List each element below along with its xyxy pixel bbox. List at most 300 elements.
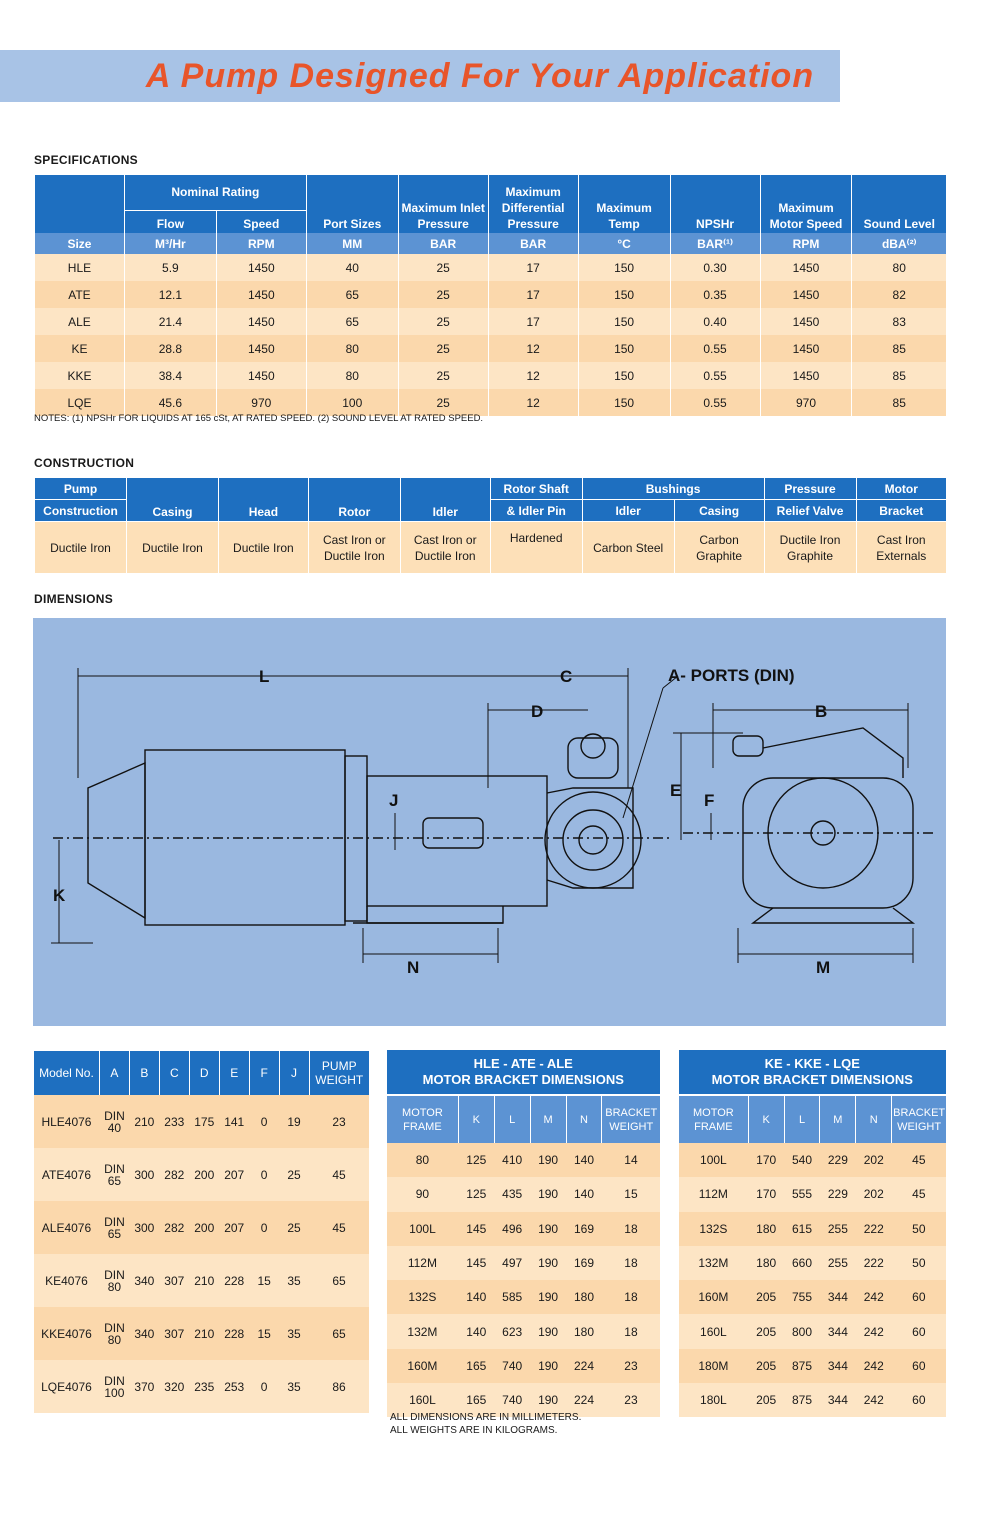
model-cell: 86	[309, 1360, 369, 1413]
dim-label-M: M	[816, 958, 831, 977]
col-model-no: Model No.	[34, 1051, 100, 1095]
col-pump-weight: PUMP WEIGHT	[309, 1051, 369, 1095]
bracket-cell: 170	[748, 1143, 784, 1177]
bracket-cell: 205	[748, 1280, 784, 1314]
model-cell: 65	[309, 1307, 369, 1360]
model-cell: 210	[129, 1095, 159, 1148]
cons-header-bushing-idler: Idler	[582, 500, 674, 522]
spec-cell: 25	[398, 389, 488, 416]
bracket-cell: 242	[856, 1314, 892, 1348]
spec-cell: 1450	[760, 281, 852, 308]
spec-cell: 0.55	[670, 389, 760, 416]
model-cell: 200	[189, 1201, 219, 1254]
col-d: D	[189, 1051, 219, 1095]
bracket-row	[387, 1246, 661, 1280]
spec-cell: 1450	[216, 308, 306, 335]
spec-row	[35, 281, 947, 308]
spec-cell: KKE	[35, 362, 125, 389]
specifications-table	[34, 175, 946, 416]
bracket-cell: 132M	[679, 1246, 749, 1280]
spec-cell: 82	[852, 281, 946, 308]
bracket-cell: 160M	[679, 1280, 749, 1314]
spec-cell: 85	[852, 389, 946, 416]
model-cell: 35	[279, 1254, 309, 1307]
bracket-cell: 202	[856, 1177, 892, 1211]
bracket-cell: 224	[566, 1383, 602, 1417]
port-size: 65	[107, 1173, 122, 1188]
construction-heading: CONSTRUCTION	[34, 456, 135, 470]
bracket-cell: 112M	[387, 1246, 459, 1280]
bracket-cell: 100L	[679, 1143, 749, 1177]
bracket-cell: 497	[494, 1246, 530, 1280]
bracket-cell: 222	[856, 1246, 892, 1280]
bracket-cell: 623	[494, 1314, 530, 1348]
spec-cell: 65	[306, 308, 398, 335]
bracket-cell: 23	[602, 1349, 660, 1383]
spec-cell: 25	[398, 362, 488, 389]
bracket-header: N	[856, 1095, 892, 1143]
port-standard: DIN	[104, 1320, 125, 1335]
bracket-cell: 132S	[387, 1280, 459, 1314]
spec-cell: HLE	[35, 254, 125, 281]
spec-cell: 0.55	[670, 335, 760, 362]
construction-table	[34, 478, 946, 573]
spec-cell: 150	[578, 254, 670, 281]
bracket-cell: 100L	[387, 1212, 459, 1246]
port-size: 80	[107, 1332, 122, 1347]
bracket-cell: 344	[820, 1383, 856, 1417]
model-cell: 300	[129, 1201, 159, 1254]
spec-cell: 25	[398, 254, 488, 281]
model-cell: 175	[189, 1095, 219, 1148]
spec-cell: 1450	[760, 362, 852, 389]
cons-value: Cast Iron Externals	[856, 522, 946, 574]
bracket-cell: 190	[530, 1383, 566, 1417]
unit-sound: dBA⁽²⁾	[852, 233, 946, 254]
spec-cell: 17	[488, 254, 578, 281]
spec-cell: 1450	[760, 335, 852, 362]
flow-header: Flow	[124, 210, 216, 233]
spec-cell: ATE	[35, 281, 125, 308]
unit-diff: BAR	[488, 233, 578, 254]
model-dimensions-table	[33, 1051, 369, 1413]
cons-header-casing: Casing	[126, 478, 218, 522]
bracket-cell: 50	[892, 1246, 946, 1280]
spec-cell: 28.8	[124, 335, 216, 362]
model-cell: 307	[159, 1254, 189, 1307]
pump-dimension-drawing	[33, 618, 946, 1026]
spec-cell: 80	[852, 254, 946, 281]
model-cell: 320	[159, 1360, 189, 1413]
bracket-cell: 165	[458, 1383, 494, 1417]
bracket-cell: 875	[784, 1349, 820, 1383]
spec-cell: LQE	[35, 389, 125, 416]
bracket-cell: 255	[820, 1212, 856, 1246]
spec-row	[35, 362, 947, 389]
bracket-cell: 190	[530, 1143, 566, 1177]
bracket-header: BRACKET WEIGHT	[892, 1095, 946, 1143]
bracket-row	[387, 1314, 661, 1348]
bracket-cell: 169	[566, 1246, 602, 1280]
dim-label-N: N	[407, 958, 420, 977]
cons-value: Ductile Iron	[218, 522, 308, 574]
port-size-cell	[99, 1095, 129, 1148]
bracket-header: MOTOR FRAME	[387, 1095, 459, 1143]
model-no-cell: KKE4076	[34, 1307, 100, 1360]
dim-label-ports: A- PORTS (DIN)	[668, 666, 795, 685]
bracket-cell: 80	[387, 1143, 459, 1177]
spec-cell: 21.4	[124, 308, 216, 335]
spec-row	[35, 254, 947, 281]
spec-cell: 970	[760, 389, 852, 416]
cons-header-idler-pin: & Idler Pin	[490, 500, 582, 522]
bracket-header: M	[530, 1095, 566, 1143]
spec-cell: 150	[578, 389, 670, 416]
bracket-cell: 125	[458, 1177, 494, 1211]
bracket-cell: 18	[602, 1280, 660, 1314]
bracket-header: BRACKET WEIGHT	[602, 1095, 660, 1143]
model-cell: 228	[219, 1307, 249, 1360]
model-no-cell: HLE4076	[34, 1095, 100, 1148]
bracket-row	[679, 1246, 947, 1280]
spec-cell: 17	[488, 281, 578, 308]
pump-drawing-svg	[33, 618, 946, 1026]
spec-cell: 1450	[760, 254, 852, 281]
bracket-row	[679, 1280, 947, 1314]
dim-label-B: B	[815, 702, 828, 721]
cons-header-relief-valve: Relief Valve	[764, 500, 856, 522]
bracket-cell: 740	[494, 1349, 530, 1383]
col-e: E	[219, 1051, 249, 1095]
bracket-cell: 190	[530, 1246, 566, 1280]
port-size-cell	[99, 1254, 129, 1307]
unit-inlet: BAR	[398, 233, 488, 254]
bracket-cell: 435	[494, 1177, 530, 1211]
spec-cell: 1450	[760, 308, 852, 335]
port-size-cell	[99, 1201, 129, 1254]
cons-value: Cast Iron or Ductile Iron	[308, 522, 400, 574]
bracket-cell: 165	[458, 1349, 494, 1383]
dim-label-C: C	[560, 667, 573, 686]
col-c: C	[159, 1051, 189, 1095]
bracket-row	[387, 1280, 661, 1314]
inlet-pressure-header: Maximum Inlet Pressure	[398, 175, 488, 233]
port-size: 80	[107, 1279, 122, 1294]
bracket-header: N	[566, 1095, 602, 1143]
dim-label-F: F	[704, 791, 715, 810]
model-no-cell: ATE4076	[34, 1148, 100, 1201]
spec-cell: 40	[306, 254, 398, 281]
spec-cell: 1450	[216, 362, 306, 389]
model-cell: 45	[309, 1201, 369, 1254]
bracket-cell: 255	[820, 1246, 856, 1280]
bracket-cell: 202	[856, 1143, 892, 1177]
bracket-cell: 18	[602, 1314, 660, 1348]
bracket-cell: 229	[820, 1143, 856, 1177]
bracket-cell: 180L	[679, 1383, 749, 1417]
model-cell: 23	[309, 1095, 369, 1148]
cons-header-bushing-casing: Casing	[674, 500, 764, 522]
bracket-row	[679, 1143, 947, 1177]
bracket-cell: 800	[784, 1314, 820, 1348]
bracket-cell: 615	[784, 1212, 820, 1246]
cons-header-rotor: Rotor	[308, 478, 400, 522]
dimensions-heading: DIMENSIONS	[34, 592, 114, 606]
spec-cell: 85	[852, 335, 946, 362]
bracket-table-hle-ate-ale	[386, 1050, 660, 1417]
bracket-cell: 410	[494, 1143, 530, 1177]
model-cell: 253	[219, 1360, 249, 1413]
bracket-cell: 180M	[679, 1349, 749, 1383]
port-size: 65	[107, 1226, 122, 1241]
spec-cell: 150	[578, 308, 670, 335]
spec-cell: ALE	[35, 308, 125, 335]
model-cell: 0	[249, 1201, 279, 1254]
unit-flow: M³/Hr	[124, 233, 216, 254]
bracket-cell: 190	[530, 1177, 566, 1211]
cons-value: Hardened	[490, 522, 582, 574]
speed-header: Speed	[216, 210, 306, 233]
model-cell: 307	[159, 1307, 189, 1360]
bracket-cell: 180	[566, 1314, 602, 1348]
unit-motor-speed: RPM	[760, 233, 852, 254]
bracket-cell: 224	[566, 1349, 602, 1383]
max-temp-header: Maximum Temp	[578, 175, 670, 233]
bracket-cell: 60	[892, 1349, 946, 1383]
bracket-cell: 205	[748, 1349, 784, 1383]
model-cell: 207	[219, 1148, 249, 1201]
unit-port: MM	[306, 233, 398, 254]
bracket-cell: 18	[602, 1246, 660, 1280]
unit-npshr: BAR⁽¹⁾	[670, 233, 760, 254]
bracket-cell: 540	[784, 1143, 820, 1177]
col-b: B	[129, 1051, 159, 1095]
bracket-row	[679, 1349, 947, 1383]
cons-header-bushings: Bushings	[582, 478, 764, 500]
bracket-row	[679, 1212, 947, 1246]
spec-cell: 45.6	[124, 389, 216, 416]
bracket-cell: 140	[566, 1177, 602, 1211]
title-bar	[0, 50, 840, 102]
model-no-cell: LQE4076	[34, 1360, 100, 1413]
model-cell: 15	[249, 1307, 279, 1360]
cons-header-rotor-shaft: Rotor Shaft	[490, 478, 582, 500]
bracket-header: L	[494, 1095, 530, 1143]
bracket-cell: 14	[602, 1143, 660, 1177]
model-cell: 235	[189, 1360, 219, 1413]
spec-row	[35, 308, 947, 335]
bracket-cell: 90	[387, 1177, 459, 1211]
bracket-cell: 15	[602, 1177, 660, 1211]
spec-row	[35, 335, 947, 362]
page-title: A Pump Designed For Your Application	[145, 57, 815, 95]
bracket-cell: 190	[530, 1212, 566, 1246]
bracket-cell: 160L	[679, 1314, 749, 1348]
bracket-row	[387, 1177, 661, 1211]
bracket-cell: 496	[494, 1212, 530, 1246]
bracket-row	[387, 1212, 661, 1246]
model-cell: 25	[279, 1201, 309, 1254]
bracket-cell: 660	[784, 1246, 820, 1280]
bracket-header: L	[784, 1095, 820, 1143]
bracket-cell: 242	[856, 1383, 892, 1417]
bracket-row	[679, 1314, 947, 1348]
port-standard: DIN	[104, 1108, 125, 1123]
bracket-cell: 180	[566, 1280, 602, 1314]
bracket-cell: 344	[820, 1349, 856, 1383]
bracket-table-ke-kke-lqe	[678, 1050, 946, 1417]
model-cell: 210	[189, 1307, 219, 1360]
spec-cell: 1450	[216, 335, 306, 362]
spec-cell: 12	[488, 362, 578, 389]
port-size-cell	[99, 1360, 129, 1413]
bracket-row	[387, 1349, 661, 1383]
cons-header-idler: Idler	[400, 478, 490, 522]
bracket-cell: 50	[892, 1212, 946, 1246]
cons-value: Cast Iron or Ductile Iron	[400, 522, 490, 574]
col-f: F	[249, 1051, 279, 1095]
bracket-cell: 60	[892, 1314, 946, 1348]
bracket-cell: 170	[748, 1177, 784, 1211]
spec-cell: 150	[578, 335, 670, 362]
bracket-header: K	[458, 1095, 494, 1143]
bracket-cell: 190	[530, 1314, 566, 1348]
model-cell: 35	[279, 1360, 309, 1413]
bracket-cell: 160M	[387, 1349, 459, 1383]
bracket-cell: 140	[458, 1280, 494, 1314]
spec-cell: 12	[488, 389, 578, 416]
bracket-header: MOTOR FRAME	[679, 1095, 749, 1143]
model-cell: 233	[159, 1095, 189, 1148]
bracket-cell: 205	[748, 1383, 784, 1417]
col-j: J	[279, 1051, 309, 1095]
unit-size: Size	[35, 233, 125, 254]
dim-label-L: L	[259, 667, 270, 686]
port-standard: DIN	[104, 1373, 125, 1388]
model-no-cell: ALE4076	[34, 1201, 100, 1254]
sound-level-header: Sound Level	[852, 175, 946, 233]
bracket-cell: 169	[566, 1212, 602, 1246]
spec-cell: 0.35	[670, 281, 760, 308]
spec-cell: 83	[852, 308, 946, 335]
model-cell: 0	[249, 1095, 279, 1148]
bracket-cell: 585	[494, 1280, 530, 1314]
spec-cell: 100	[306, 389, 398, 416]
model-cell: 282	[159, 1148, 189, 1201]
spec-cell: 1450	[216, 281, 306, 308]
model-row	[34, 1307, 370, 1360]
cons-header-bracket: Bracket	[856, 500, 946, 522]
spec-cell: 12	[488, 335, 578, 362]
bracket-cell: 205	[748, 1314, 784, 1348]
dimensions-footnote: ALL DIMENSIONS ARE IN MILLIMETERS. ALL WEIGHTS ARE IN KILOGRAMS.	[390, 1412, 582, 1436]
port-sizes-header: Port Sizes	[306, 175, 398, 233]
model-cell: 25	[279, 1148, 309, 1201]
bracket-cell: 242	[856, 1349, 892, 1383]
bracket-cell: 145	[458, 1212, 494, 1246]
port-size-cell	[99, 1148, 129, 1201]
cons-value: Ductile Iron	[126, 522, 218, 574]
dim-label-E: E	[670, 781, 682, 800]
bracket-header: M	[820, 1095, 856, 1143]
spec-cell: 85	[852, 362, 946, 389]
model-cell: 0	[249, 1148, 279, 1201]
model-cell: 300	[129, 1148, 159, 1201]
spec-cell: 0.55	[670, 362, 760, 389]
diff-pressure-header: Maximum Differential Pressure	[488, 175, 578, 233]
bracket-cell: 60	[892, 1280, 946, 1314]
spec-cell: 25	[398, 308, 488, 335]
bracket-row	[679, 1383, 947, 1417]
model-cell: 200	[189, 1148, 219, 1201]
model-cell: 228	[219, 1254, 249, 1307]
model-row	[34, 1095, 370, 1148]
bracket-cell: 145	[458, 1246, 494, 1280]
bracket1-title: HLE - ATE - ALE MOTOR BRACKET DIMENSIONS	[387, 1050, 661, 1095]
model-cell: 340	[129, 1307, 159, 1360]
col-a: A	[99, 1051, 129, 1095]
specifications-heading: SPECIFICATIONS	[34, 153, 138, 167]
cons-header-pump: Pump	[35, 478, 127, 500]
port-standard: DIN	[104, 1161, 125, 1176]
bracket-header: K	[748, 1095, 784, 1143]
model-row	[34, 1254, 370, 1307]
spec-cell: 0.40	[670, 308, 760, 335]
bracket-cell: 125	[458, 1143, 494, 1177]
bracket-cell: 132S	[679, 1212, 749, 1246]
bracket-cell: 23	[602, 1383, 660, 1417]
bracket-cell: 755	[784, 1280, 820, 1314]
bracket-cell: 18	[602, 1212, 660, 1246]
spec-cell: 80	[306, 362, 398, 389]
bracket-cell: 140	[458, 1314, 494, 1348]
model-cell: 370	[129, 1360, 159, 1413]
model-no-cell: KE4076	[34, 1254, 100, 1307]
model-cell: 340	[129, 1254, 159, 1307]
cons-header-head: Head	[218, 478, 308, 522]
nominal-rating-header: Nominal Rating	[124, 175, 306, 210]
bracket-cell: 140	[566, 1143, 602, 1177]
cons-header-construction: Construction	[35, 500, 127, 522]
bracket-cell: 45	[892, 1143, 946, 1177]
port-size-cell	[99, 1307, 129, 1360]
bracket-row	[679, 1177, 947, 1211]
model-cell: 207	[219, 1201, 249, 1254]
spec-cell: 5.9	[124, 254, 216, 281]
model-cell: 19	[279, 1095, 309, 1148]
spec-row	[35, 389, 947, 416]
spec-cell: 150	[578, 281, 670, 308]
dim-label-K: K	[53, 886, 66, 905]
spec-cell: 65	[306, 281, 398, 308]
model-row	[34, 1148, 370, 1201]
model-cell: 45	[309, 1148, 369, 1201]
port-size: 40	[107, 1120, 122, 1135]
bracket2-title: KE - KKE - LQE MOTOR BRACKET DIMENSIONS	[679, 1050, 947, 1095]
port-standard: DIN	[104, 1214, 125, 1229]
model-cell: 15	[249, 1254, 279, 1307]
cons-header-pressure: Pressure	[764, 478, 856, 500]
cons-value: Ductile Iron	[35, 522, 127, 574]
model-row	[34, 1360, 370, 1413]
spec-cell: 38.4	[124, 362, 216, 389]
model-cell: 0	[249, 1360, 279, 1413]
cons-value: Ductile Iron Graphite	[764, 522, 856, 574]
spec-cell: 12.1	[124, 281, 216, 308]
unit-speed: RPM	[216, 233, 306, 254]
bracket-cell: 229	[820, 1177, 856, 1211]
bracket-cell: 740	[494, 1383, 530, 1417]
